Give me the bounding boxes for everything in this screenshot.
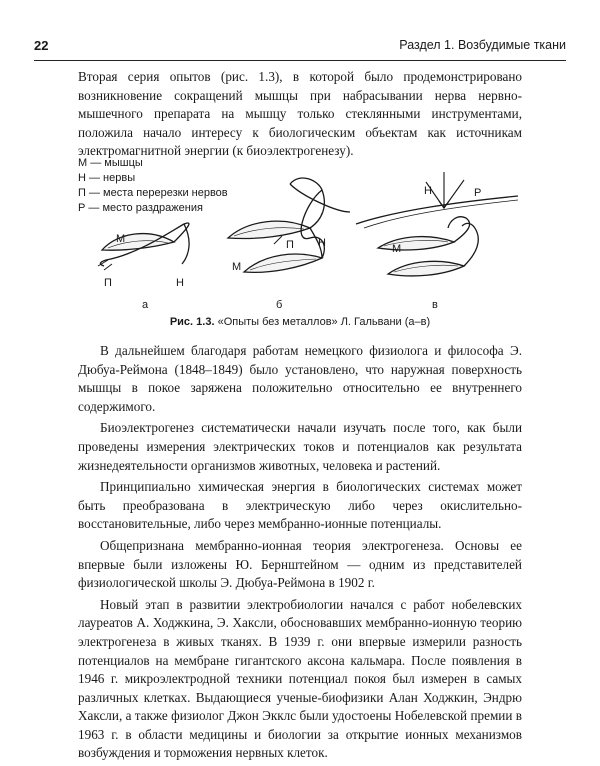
panel-a-label: а (142, 299, 149, 311)
panel-a-mark-m: М (116, 233, 126, 245)
figure-1-3 (78, 150, 522, 338)
panel-c-mark-n: Н (424, 185, 432, 197)
paragraph-bioelectrogenesis: Биоэлектрогенез систематически начали изучать после того, как были проведены измерения электрических токов и потенциалов как результата жизнедеятельности организмов животных, человека и растений. (78, 420, 522, 473)
panel-a-drawing (98, 223, 189, 270)
paragraph-chemical-energy: Принципиально химическая энергия в биологических системах может быть преобразована в электрическую либо через окислительно-восстановительные, либо через мембранно-ионные потенциалы. (78, 479, 522, 532)
legend-cut: П — места перерезки нервов (78, 187, 228, 199)
figure-drawing (78, 150, 522, 338)
running-header (34, 38, 566, 56)
page-number: 22 (34, 38, 49, 53)
legend-nerve: Н — нервы (78, 172, 136, 184)
panel-b-label: б (276, 299, 283, 311)
legend-muscle: М — мышцы (78, 157, 143, 169)
section-title: Раздел 1. Возбудимые ткани (399, 38, 566, 52)
panel-c-drawing (356, 172, 518, 276)
caption-text: «Опыты без металлов» Л. Гальвани (а–в) (217, 316, 431, 328)
figure-caption (78, 316, 522, 328)
paragraph-membrane-theory: Общепризнана мембранно-ионная теория электрогенеза. Основы ее впервые были изложены Ю. Бернштейном — одним из представителей физиологической школы Э. Дюбуа-Реймона в 1902 г. (78, 537, 522, 591)
caption-label: Рис. 1.3. (169, 316, 215, 328)
intro-paragraph: Вторая серия опытов (рис. 1.3), в которой было продемонстрировано возникновение сокращений мышцы при набрасывании нерва нервно-мышечного препарата на мышцу только стеклянными инструментами, положила начало интересу к биологическим объектам как источникам электромагнитной энергии (к биоэлектрогенезу). (78, 69, 522, 159)
panel-b-mark-p: П (286, 239, 294, 251)
panel-b-mark-m: М (232, 261, 242, 273)
body-text (78, 342, 522, 766)
panel-c-mark-m: М (392, 243, 402, 255)
paragraph-new-stage: Новый этап в развитии электробиологии начался с работ нобелевских лауреатов А. Ходжкина, Э. Хаксли, обосновавших мембранно-ионную теорию электрогенеза в живых тканях. В 1939 г. они впервые измерили разность потенциалов на мембране гигантского аксона кальмара. После появления в 1946 г. микроэлектродной техники потенциал покоя был измерен в самых различных клетках. Выдающиеся ученые-биофизики Алан Ходжкин, Эндрю Хаксли, а также физиолог Джон Экклс были удостоены Нобелевской премии в 1963 г. в области медицины и биологии за открытие ионных механизмов возбуждения и торможения нервных клеток. (78, 596, 522, 761)
panel-b-mark-n: Н (318, 237, 326, 249)
panel-a-mark-p: П (104, 277, 112, 289)
panel-b-drawing (228, 178, 350, 272)
legend-stimulation: Р — место раздражения (78, 202, 203, 214)
panel-a-mark-n: Н (176, 277, 184, 289)
panel-c-label: в (432, 299, 438, 311)
panel-c-mark-r: Р (474, 187, 482, 199)
paragraph-dubois: В дальнейшем благодаря работам немецкого физиолога и философа Э. Дюбуа-Реймона (1848–1849) было установлено, что наружная поверхность мышцы в покое заряжена положительно относительно ее внутреннего содержимого. (78, 343, 522, 414)
header-rule (34, 60, 566, 61)
